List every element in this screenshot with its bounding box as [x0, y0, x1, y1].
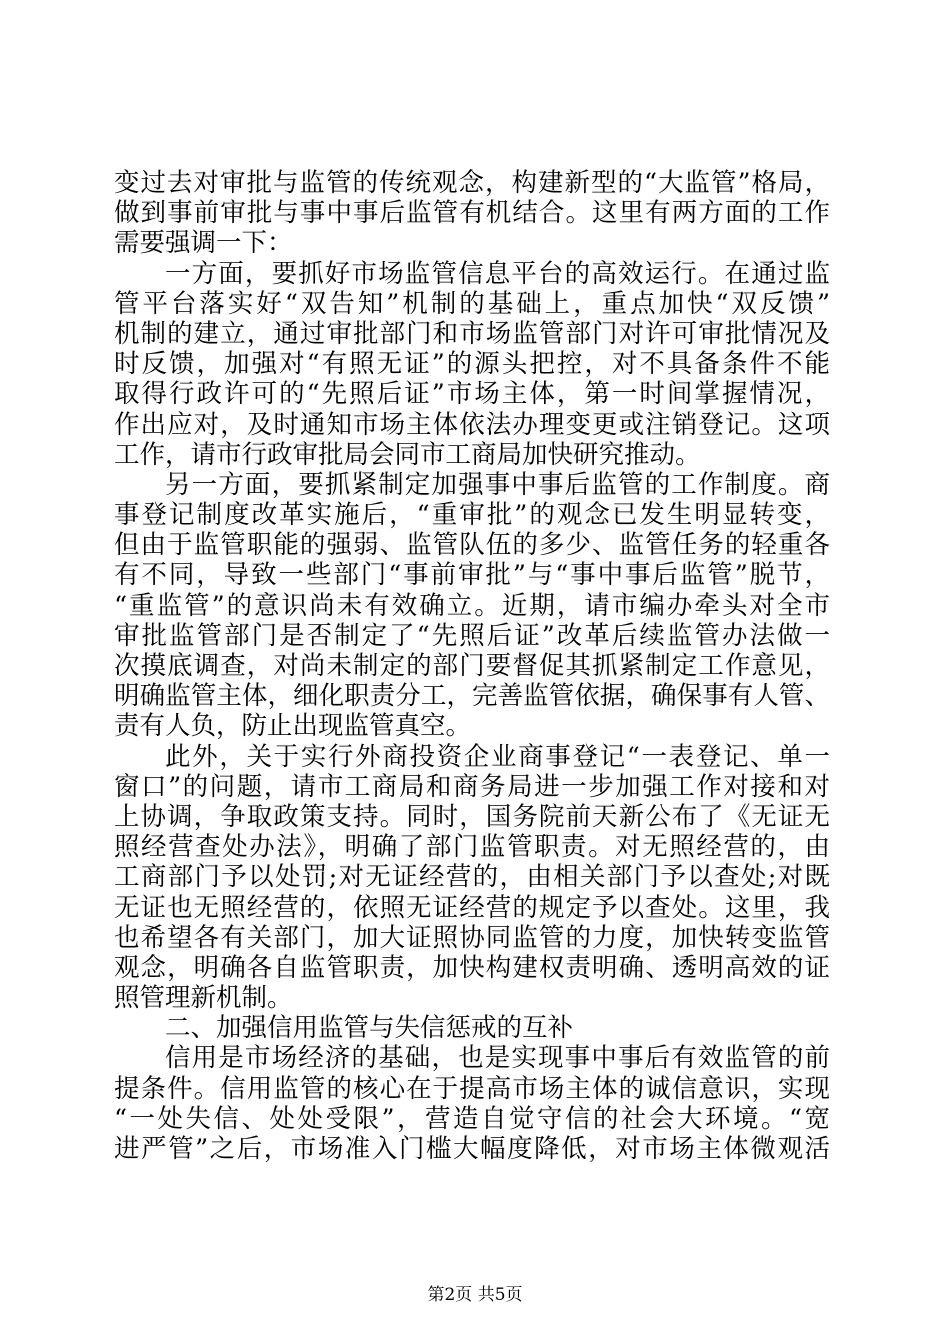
paragraph — [114, 168, 830, 259]
text-line: 此外，关于实行外商投资企业商事登记“一表登记、单一 — [165, 741, 830, 772]
text-line: 无证也无照经营的，依照无证经营的规定予以查处。这里，我 — [114, 892, 830, 923]
text-line: 进严管”之后，市场准入门槛大幅度降低，对市场主体微观活 — [114, 1134, 830, 1164]
text-line: 一方面，要抓好市场监管信息平台的高效运行。在通过监 — [165, 258, 830, 289]
text-line: 明确监管主体，细化职责分工，完善监管依据，确保事有人管、 — [114, 681, 830, 712]
text-line: 审批监管部门是否制定了“先照后证”改革后续监管办法做一 — [114, 620, 830, 651]
text-line: “一处失信、处处受限”，营造自觉守信的社会大环境。“宽 — [114, 1103, 830, 1134]
paragraph — [114, 259, 830, 470]
page-footer: 第2页 共5页 — [427, 1285, 523, 1305]
text-line: 二、加强信用监管与失信惩戒的互补 — [165, 1013, 574, 1044]
text-line: 工作，请市行政审批局会同市工商局加快研究推动。 — [114, 439, 701, 470]
text-line: 上协调，争取政策支持。同时，国务院前天新公布了《无证无 — [114, 801, 830, 832]
text-line: 提条件。信用监管的核心在于提高市场主体的诚信意识，实现 — [114, 1073, 830, 1104]
text-line: 做到事前审批与事中事后监管有机结合。这里有两方面的工作 — [114, 198, 830, 229]
text-line: 取得行政许可的“先照后证”市场主体，第一时间掌握情况， — [114, 379, 830, 410]
text-line: 管平台落实好“双告知”机制的基础上，重点加快“双反馈” — [114, 288, 830, 319]
paragraph — [114, 1043, 830, 1164]
text-line: 需要强调一下： — [114, 228, 293, 259]
text-line: 责有人负，防止出现监管真空。 — [114, 711, 472, 742]
text-line: 时反馈，加强对“有照无证”的源头把控，对不具备条件不能 — [114, 349, 830, 380]
text-line: 但由于监管职能的强弱、监管队伍的多少、监管任务的轻重各 — [114, 530, 830, 561]
text-line: 次摸底调查，对尚未制定的部门要督促其抓紧制定工作意见， — [114, 651, 830, 681]
text-line: 变过去对审批与监管的传统观念，构建新型的“大监管”格局， — [114, 168, 830, 198]
text-line: 有不同，导致一些部门“事前审批”与“事中事后监管”脱节， — [114, 560, 830, 591]
document-body — [114, 168, 830, 1164]
text-line: 工商部门予以处罚;对无证经营的，由相关部门予以查处;对既 — [114, 862, 830, 893]
paragraph — [114, 470, 830, 742]
text-line: 作出应对，及时通知市场主体依法办理变更或注销登记。这项 — [114, 409, 830, 440]
text-line: 事登记制度改革实施后，“重审批”的观念已发生明显转变， — [114, 500, 830, 531]
text-line: 窗口”的问题，请市工商局和商务局进一步加强工作对接和对 — [114, 771, 830, 802]
text-line: 信用是市场经济的基础，也是实现事中事后有效监管的前 — [165, 1043, 830, 1074]
text-line: 机制的建立，通过审批部门和市场监管部门对许可审批情况及 — [114, 318, 830, 349]
text-line: 观念，明确各自监管职责，加快构建权责明确、透明高效的证 — [114, 952, 830, 983]
text-line: 也希望各有关部门，加大证照协同监管的力度，加快转变监管 — [114, 922, 830, 953]
text-line: “重监管”的意识尚未有效确立。近期，请市编办牵头对全市 — [114, 590, 830, 621]
text-line: 照经营查处办法》，明确了部门监管职责。对无照经营的，由 — [114, 832, 830, 863]
text-line: 照管理新机制。 — [114, 983, 293, 1014]
paragraph — [114, 1013, 830, 1043]
paragraph — [114, 742, 830, 1014]
text-line: 另一方面，要抓紧制定加强事中事后监管的工作制度。商 — [165, 469, 830, 500]
